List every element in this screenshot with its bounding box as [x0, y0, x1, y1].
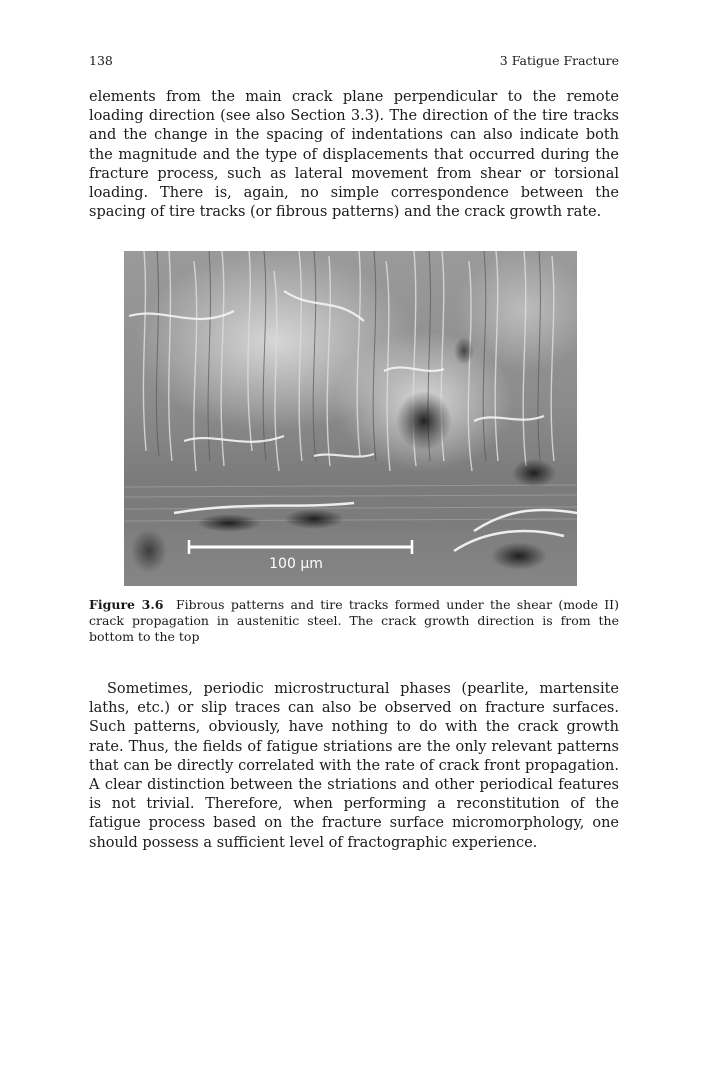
page-header — [89, 53, 619, 69]
sem-micrograph — [124, 251, 577, 586]
running-title: 3 Fatigue Fracture — [499, 53, 619, 68]
scale-bar-label: 100 µm — [269, 556, 323, 572]
body-paragraph-1: elements from the main crack plane perpendicular to the remote loading direction (see also Section 3.3). The direction of the tire tracks and the change in the spacing of indentations can also indicate both the magnitude and the type of displacements that occurred during the fracture process, such as lateral movement from shear or torsional loading. There is, again, no simple correspondence between the spacing of tire tracks (or fibrous patterns) and the crack growth rate. — [89, 89, 619, 221]
page-number: 138 — [89, 53, 113, 68]
body-paragraph-2: Sometimes, periodic microstructural phases (pearlite, martensite laths, etc.) or slip traces can also be observed on fracture surfaces. Such patterns, obviously, have nothing to do with the crack growth rate. Thus, the fields of fatigue striations are the only relevant patterns that can be directly correlated with the rate of crack front propagation. A clear distinction between the striations and other periodical features is not trivial. Therefore, when performing a reconstitution of the fatigue process based on the fracture surface micromorphology, one should possess a sufficient level of fractographic experience. — [89, 681, 619, 851]
micrograph-image — [124, 251, 577, 586]
figure-caption-label: Figure 3.6 — [89, 597, 164, 612]
figure-caption — [89, 597, 619, 645]
figure-caption-text: Fibrous patterns and tire tracks formed under the shear (mode II) crack propagation in austenitic steel. The crack growth direction is from the bottom to the top — [89, 597, 619, 644]
